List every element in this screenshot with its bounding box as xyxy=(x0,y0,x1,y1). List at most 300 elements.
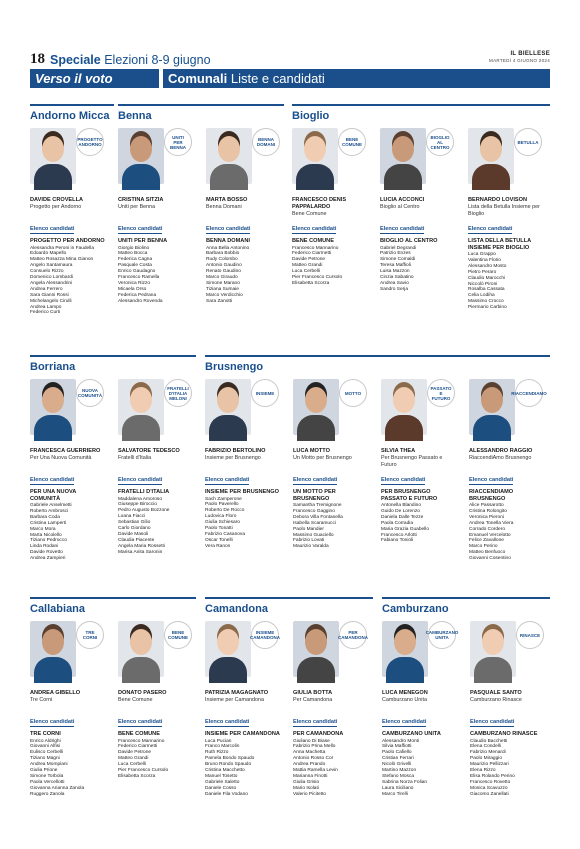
list-member: Edoardo Mapello xyxy=(30,251,67,257)
candidate-party: Lista della Betulla Insieme per Bioglio xyxy=(468,204,540,217)
list-member: Matteo Grandi xyxy=(292,263,323,269)
list-member: Gabriele Saletto xyxy=(205,779,240,785)
candidate-list xyxy=(30,238,106,316)
list-member: Maurizio Varalda xyxy=(293,544,329,550)
party-logo-icon: RINASCE xyxy=(516,621,544,649)
masthead xyxy=(489,51,550,63)
list-member: Cristina Rolongito xyxy=(469,508,507,514)
list-member: Ruggero Zanola xyxy=(30,791,65,797)
candidate-list xyxy=(30,489,106,562)
list-member: Marco Mora xyxy=(30,526,56,532)
list-member: Francesco Mannarino xyxy=(118,738,165,744)
list-member: Anna Machetta xyxy=(293,750,326,756)
list-member: Andrea Prando xyxy=(293,762,326,768)
candidate-card xyxy=(293,379,369,462)
elenco-candidati-label: Elenco candidati xyxy=(382,719,427,725)
list-member: Pier Francesco Cursolo xyxy=(292,275,343,281)
candidate-name: LUCA MENEGON xyxy=(382,690,428,696)
list-name: PER BRUSNENGO PASSATO E FUTURO xyxy=(381,489,438,502)
list-name: BENNA DOMANI xyxy=(206,238,250,244)
list-member: Linda Rodani xyxy=(30,544,59,550)
party-logo-icon: PASSATO E FUTURO xyxy=(427,379,455,407)
candidate-card xyxy=(469,379,545,462)
list-name: CAMBURZANO UNITA xyxy=(382,731,441,737)
elenco-candidati-label: Elenco candidati xyxy=(118,477,163,483)
candidate-party: Camburzano Unita xyxy=(382,697,427,703)
list-member: Alessandro Monti xyxy=(382,738,420,744)
list-member: Patrizio Enzes xyxy=(380,251,411,257)
party-logo-icon: TRE CORNI xyxy=(76,621,104,649)
list-member: Davide Rovetto xyxy=(30,550,63,556)
list-member: Cristian Ferrari xyxy=(382,756,414,762)
candidate-name: PATRIZIA MAGAGNATO xyxy=(205,690,269,696)
elenco-candidati-label: Elenco candidati xyxy=(292,226,337,232)
list-member: Valerio Picitetto xyxy=(293,791,326,797)
list-member: Debora Villa Fontanella xyxy=(293,514,343,520)
list-member: Giuseppe Biroccio xyxy=(118,502,157,508)
section-bioglio xyxy=(292,104,550,311)
candidate-card xyxy=(30,128,106,211)
list-member: Emanuel Vercelotto xyxy=(469,532,511,538)
party-logo-icon: PER CAMANDONA xyxy=(339,621,367,649)
section-camburzano xyxy=(382,597,550,797)
list-member: Sara Gianni Rossi xyxy=(30,292,69,298)
page-number: 18 xyxy=(30,51,45,67)
list-member: Teresa Maffioli xyxy=(380,263,411,269)
candidate-card xyxy=(30,379,106,462)
section-rule xyxy=(30,597,196,599)
list-member: Francesco Ramella xyxy=(118,275,160,281)
list-member: Giovanni Alfisi xyxy=(30,744,61,750)
candidate-card xyxy=(382,621,458,704)
candidate-photo xyxy=(293,621,339,677)
list-member: Maurizio Pellizzari xyxy=(470,762,509,768)
list-member: Enrico Gaudagno xyxy=(118,269,156,275)
candidate-name: BERNARDO LOVISON xyxy=(468,197,528,203)
candidate-name: SILVIA THEA xyxy=(381,448,416,454)
candidate-name: CRISTINA SITZIA xyxy=(118,197,164,203)
list-name: CAMBURZANO RINASCE xyxy=(470,731,538,737)
list-member: Guido De Lorenzo xyxy=(381,508,420,514)
list-member: Barbara Bobbio xyxy=(206,251,240,257)
list-member: Laura Siciliano xyxy=(382,785,414,791)
list-member: Davide Masoli xyxy=(118,531,149,537)
list-member: Sach Zamperone xyxy=(205,496,242,502)
candidate-card xyxy=(468,128,544,218)
candidate-photo xyxy=(30,379,76,435)
candidate-party: Bioglio al Centro xyxy=(380,204,420,210)
candidate-name: FRANCESCA GUERRIERO xyxy=(30,448,101,454)
list-member: Alessandra Peroni in Faudella xyxy=(30,245,94,251)
candidate-name: GIULIA BOTTA xyxy=(293,690,333,696)
candidate-party: Insieme per Brusnengo xyxy=(205,455,261,461)
candidate-list xyxy=(381,489,457,544)
list-member: Vera Ranon xyxy=(205,543,231,549)
party-logo-icon: FRATELLI D'ITALIA MELONI xyxy=(164,379,192,407)
list-member: Giulia Prione xyxy=(30,768,58,774)
section-callabiana xyxy=(30,597,196,797)
list-member: Antonio Rosso Cor xyxy=(293,756,334,762)
candidate-party: Bene Comune xyxy=(118,697,153,703)
list-member: Tiziana Sumaie xyxy=(206,286,239,292)
list-member: Federica Cagna xyxy=(118,257,153,263)
candidate-list xyxy=(292,238,368,287)
candidate-list xyxy=(382,731,458,798)
list-member: Luisa Mazzon xyxy=(380,269,410,275)
list-member: Andrea Lampo xyxy=(30,304,62,310)
list-member: Franco Marcolin xyxy=(205,744,240,750)
list-member: Stefano Mosca xyxy=(382,773,414,779)
candidate-list xyxy=(206,238,282,305)
candidate-photo xyxy=(380,128,426,184)
list-member: Matteo Benfuoco xyxy=(469,550,506,556)
list-member: Francesco Rovetto xyxy=(470,779,511,785)
candidate-card xyxy=(206,128,282,211)
elenco-candidati-label: Elenco candidati xyxy=(380,226,425,232)
candidate-name: ALESSANDRO RAGGIO xyxy=(469,448,533,454)
party-logo-icon: BENE COMUNE xyxy=(164,621,192,649)
town-title: Benna xyxy=(118,110,152,122)
list-member: Veronica Pieroni xyxy=(469,514,504,520)
list-member: Michelangelo Cirulli xyxy=(30,298,72,304)
elenco-candidati-label: Elenco candidati xyxy=(381,477,426,483)
party-logo-icon: NUOVA COMUNITÀ xyxy=(76,379,104,407)
list-member: Piermario Carbino xyxy=(468,305,507,311)
list-name: INSIEME PER BRUSNENGO xyxy=(205,489,279,495)
list-member: Matteo Rosazza Mina Gianon xyxy=(30,257,94,263)
list-member: Gabriel Degrandi xyxy=(380,245,417,251)
elenco-candidati-label: Elenco candidati xyxy=(30,719,75,725)
list-member: Valentina Florio xyxy=(468,257,501,263)
list-member: Luca Cerbelli xyxy=(292,269,320,275)
candidate-name: FRANCESCO DENIS PAPPALARDO xyxy=(292,197,347,210)
list-member: Giorgio Biolino xyxy=(118,245,150,251)
elenco-candidati-label: Elenco candidati xyxy=(118,226,163,232)
candidate-name: LUCA MOTTO xyxy=(293,448,330,454)
section-rule xyxy=(30,355,196,357)
list-member: Oscar Tonelli xyxy=(205,537,233,543)
list-member: Andrea Mompiani xyxy=(30,762,68,768)
list-member: Marco Tirelli xyxy=(382,791,408,797)
candidate-card xyxy=(381,379,457,469)
section-rule xyxy=(205,355,550,357)
list-member: Paolo Miraggio xyxy=(470,756,502,762)
list-member: Gabriele Anselmetti xyxy=(30,503,72,508)
section-borriana xyxy=(30,355,196,562)
list-member: Fabrizio Lovati xyxy=(293,538,325,544)
list-member: Elena Condelli xyxy=(470,744,501,750)
list-member: Claudia Piacente xyxy=(118,537,155,543)
town-title: Andorno Micca xyxy=(30,110,110,122)
candidate-party: Per Brusnengo Passato e Futuro xyxy=(381,455,443,468)
candidate-party: Insieme per Camandona xyxy=(205,697,265,703)
elenco-candidati-label: Elenco candidati xyxy=(205,719,250,725)
list-member: Celia Lodiha xyxy=(468,293,495,299)
candidate-card xyxy=(293,621,369,704)
list-member: Andrea Ferrero xyxy=(30,286,63,292)
list-member: Angelo Santamaura xyxy=(30,263,73,269)
candidate-card xyxy=(470,621,546,704)
candidate-photo xyxy=(205,379,251,435)
list-member: Marco Verdicchio xyxy=(206,292,243,298)
list-member: Pamela Bondo Spaudo xyxy=(205,756,255,762)
list-member: Paola Vercellotti xyxy=(30,779,65,785)
page-header xyxy=(30,50,550,68)
elenco-candidati-label: Elenco candidati xyxy=(205,477,250,483)
section-benna xyxy=(118,104,284,304)
candidate-photo xyxy=(292,128,338,184)
candidate-card xyxy=(30,621,106,704)
candidate-name: MARTA BOSSO xyxy=(206,197,248,203)
candidate-card xyxy=(118,128,194,211)
list-member: Consuelo Rizzo xyxy=(30,269,64,275)
list-member: Rosalba Cassata xyxy=(468,287,505,293)
list-member: Claudio Marocchi xyxy=(468,275,506,281)
candidate-photo xyxy=(382,621,428,677)
section-camandona xyxy=(205,597,373,797)
list-name: FRATELLI D'ITALIA xyxy=(118,489,170,495)
list-member: Mattia Ramella Levin xyxy=(293,768,338,774)
list-name: RIACCENDIAMO BRUSNENGO xyxy=(469,489,514,502)
candidate-name: FABRIZIO BERTOLINO xyxy=(205,448,266,454)
town-title: Brusnengo xyxy=(205,361,264,373)
list-member: Alessandro Rovenda xyxy=(118,298,163,304)
list-member: Pasquale Costa xyxy=(118,263,152,269)
candidate-party: Per Una Nuova Comunità xyxy=(30,455,92,461)
list-member: Domenico Lombardi xyxy=(30,275,73,281)
party-logo-icon: INSIEME CAMANDONA xyxy=(251,621,279,649)
candidate-list xyxy=(118,731,194,780)
candidate-card xyxy=(380,128,456,211)
list-member: Roberto De Rocco xyxy=(205,508,245,514)
list-member: Francesco Gaggino xyxy=(293,508,335,514)
candidate-list xyxy=(468,238,544,311)
candidate-photo xyxy=(293,379,339,435)
list-member: Samantha Tremignone xyxy=(293,503,342,508)
list-name: BIOGLIO AL CENTRO xyxy=(380,238,438,244)
list-member: Massimo Crocco xyxy=(468,299,504,305)
party-logo-icon: UNITI PER BENNA xyxy=(164,128,192,156)
candidate-party: RiaccendiAmo Brusnengo xyxy=(469,455,532,461)
candidate-photo xyxy=(468,128,514,184)
candidate-list xyxy=(293,489,369,550)
list-member: Bruno Rondo Spaudo xyxy=(205,762,252,768)
candidate-list xyxy=(30,731,106,798)
list-member: Federico Ciarmetti xyxy=(118,744,158,750)
list-name: PROGETTO PER ANDORNO xyxy=(30,238,105,244)
section-heading: Speciale Elezioni 8-9 giugno xyxy=(50,53,211,67)
list-member: Elisabetta Scorza xyxy=(292,280,330,286)
town-title: Callabiana xyxy=(30,603,86,615)
list-member: Pedro Augusto Bozzone xyxy=(118,508,170,514)
party-logo-icon: BIOGLIO AL CENTRO xyxy=(426,128,454,156)
town-title: Borriana xyxy=(30,361,76,373)
candidate-party: Fratelli d'Italia xyxy=(118,455,152,461)
candidate-photo xyxy=(206,128,252,184)
list-member: Isabella Scaramucci xyxy=(293,520,336,526)
list-member: Marco Giraudo xyxy=(206,275,238,281)
list-member: Davide Petrone xyxy=(118,750,152,756)
candidate-photo xyxy=(118,379,164,435)
candidate-name: ANDREA GIBELLO xyxy=(30,690,81,696)
newspaper-name: IL BIELLESE xyxy=(510,51,550,57)
list-name: UN MOTTO PER BRUSNENGO xyxy=(293,489,336,502)
candidate-party: Bene Comune xyxy=(292,211,327,217)
list-member: Andrea Zampieri xyxy=(30,556,66,562)
list-member: Mario Isolati xyxy=(293,785,319,791)
list-member: Angela Maria Rossetti xyxy=(118,543,165,549)
section-rule xyxy=(292,104,550,106)
list-member: Angela Alessandrini xyxy=(30,280,73,286)
section-andorno-micca xyxy=(30,104,114,316)
list-member: Barbara Coda xyxy=(30,514,60,520)
candidate-party: Tre Corni xyxy=(30,697,53,703)
list-member: Francesco Arlotti xyxy=(381,532,417,538)
party-logo-icon: BENNA DOMANI xyxy=(252,128,280,156)
candidate-photo xyxy=(470,621,516,677)
list-member: Massimo Guaciello xyxy=(293,532,334,538)
list-name: PER UNA NUOVA COMUNITÀ xyxy=(30,489,77,502)
candidate-party: Camburzano Rinasce xyxy=(470,697,522,703)
candidate-photo xyxy=(118,621,164,677)
list-member: Simone Comaldi xyxy=(380,257,416,263)
section-rule xyxy=(118,104,284,106)
candidate-list xyxy=(205,731,281,798)
candidate-list xyxy=(470,731,546,798)
list-member: Sabrina Norza Folian xyxy=(382,779,428,785)
candidate-photo xyxy=(381,379,427,435)
party-logo-icon: PROGETTO ANDORNO xyxy=(76,128,104,156)
list-member: Giacomo Zanellati xyxy=(470,791,509,797)
list-member: Elisa Rolando Perino xyxy=(470,773,515,779)
list-member: Eulisco Cerbelli xyxy=(30,750,64,756)
candidate-party: Uniti per Benna xyxy=(118,204,156,210)
list-member: Fabrizio Prina Mello xyxy=(293,744,336,750)
candidate-name: PASQUALE SANTO xyxy=(470,690,522,696)
list-member: Federica Pedrana xyxy=(118,292,157,298)
list-member: Paolo Mandier xyxy=(293,526,324,532)
list-member: Marta Nicolello xyxy=(30,532,62,538)
section-rule xyxy=(30,104,114,106)
list-name: BENE COMUNE xyxy=(292,238,334,244)
list-member: Giovanna Arianna Zanola xyxy=(30,785,85,791)
candidate-photo xyxy=(118,128,164,184)
list-member: Simone Torbola xyxy=(30,773,64,779)
list-member: Martino Mazzon xyxy=(382,768,417,774)
list-member: Ludovica Floro xyxy=(205,514,237,520)
candidate-name: LUCIA ACCONCI xyxy=(380,197,425,203)
candidate-card xyxy=(118,379,194,462)
party-logo-icon: CAMBURZANO UNITA xyxy=(428,621,456,649)
list-name: UNITI PER BENNA xyxy=(118,238,168,244)
list-member: Fabrizio Casanova xyxy=(205,531,245,537)
town-title: Camburzano xyxy=(382,603,449,615)
list-member: Veronica Rizzo xyxy=(118,280,150,286)
candidate-party: Un Motto per Brusnengo xyxy=(293,455,352,461)
list-member: Niccolò Pironi xyxy=(468,281,498,287)
candidate-party: Benna Domani xyxy=(206,204,242,210)
list-member: Nicolò Grivelli xyxy=(382,762,412,768)
party-logo-icon: BETULLA xyxy=(514,128,542,156)
candidate-photo xyxy=(30,621,76,677)
list-member: Davide Petrone xyxy=(292,257,326,263)
list-name: PER CAMANDONA xyxy=(293,731,344,737)
candidate-list xyxy=(380,238,456,293)
list-name: TRE CORNI xyxy=(30,731,61,737)
candidate-photo xyxy=(30,128,76,184)
list-member: Francesco Mannarino xyxy=(292,245,339,251)
town-title: Camandona xyxy=(205,603,268,615)
elenco-candidati-label: Elenco candidati xyxy=(470,719,515,725)
list-member: Daniele Cosso xyxy=(205,785,237,791)
candidate-list xyxy=(118,489,194,556)
list-member: Marisa Anita Saronin xyxy=(118,549,163,555)
list-member: Marco Perino xyxy=(469,544,498,550)
elenco-candidati-label: Elenco candidati xyxy=(468,226,513,232)
elenco-candidati-label: Elenco candidati xyxy=(293,477,338,483)
list-member: Rudy Colombo xyxy=(206,257,238,263)
elenco-candidati-label: Elenco candidati xyxy=(30,226,75,232)
list-member: Paola Corradia xyxy=(381,520,413,526)
list-member: Monica Scavuzzo xyxy=(470,785,508,791)
list-member: Antonella Blandino xyxy=(381,503,422,508)
list-member: Matteo Grandi xyxy=(118,756,149,762)
elenco-candidati-label: Elenco candidati xyxy=(206,226,251,232)
candidate-list xyxy=(293,731,369,798)
list-member: Maddalena Amoroso xyxy=(118,496,162,502)
title-bars xyxy=(30,69,550,88)
list-member: Cristina Macchetto xyxy=(205,768,245,774)
elenco-candidati-label: Elenco candidati xyxy=(30,477,75,483)
list-member: Cristina Lamperti xyxy=(30,520,67,526)
candidate-list xyxy=(469,489,545,562)
list-member: Fabiano Tonioli xyxy=(381,538,414,544)
candidate-party: Progetto per Andorno xyxy=(30,204,82,210)
list-member: Carlo Giordano xyxy=(118,526,151,532)
list-name: LISTA DELLA BETULLA INSIEME PER BIOGLIO xyxy=(468,238,531,251)
list-member: Paolo Paverello xyxy=(205,502,239,508)
list-member: Alessandro Mosto xyxy=(468,263,507,269)
party-logo-icon: BENE COMUNE xyxy=(338,128,366,156)
candidate-card xyxy=(205,621,281,704)
list-member: Loana Fiacci xyxy=(118,514,146,520)
list-member: Pier Francesco Cursolo xyxy=(118,768,169,774)
candidate-photo xyxy=(469,379,515,435)
list-member: Ruth Rizzo xyxy=(205,750,229,756)
list-member: Sara Zanotti xyxy=(206,298,233,304)
list-member: Matteo Bocca xyxy=(118,251,148,257)
list-member: Marianna Finotti xyxy=(293,773,328,779)
list-member: Sandro Serja xyxy=(380,286,408,292)
elenco-candidati-label: Elenco candidati xyxy=(118,719,163,725)
list-member: Giovanni Cosentino xyxy=(469,556,511,562)
list-member: Federico Ciarmetti xyxy=(292,251,332,257)
candidate-list xyxy=(205,489,281,550)
issue-date: MARTEDÌ 4 GIUGNO 2024 xyxy=(489,58,550,63)
candidate-name: DAVIDE CROVELLA xyxy=(30,197,84,203)
list-member: Micaela Orso xyxy=(118,286,147,292)
list-name: BENE COMUNE xyxy=(118,731,160,737)
list-member: Paolo Tonatti xyxy=(205,526,233,532)
list-member: Elena Rizzo xyxy=(470,768,496,774)
list-member: Giulia Grisio xyxy=(293,779,320,785)
candidate-name: SALVATORE TEDESCO xyxy=(118,448,180,454)
list-member: Antonio Gaudino xyxy=(206,263,242,269)
list-member: Claudio Bacchetti xyxy=(470,738,508,744)
elenco-candidati-label: Elenco candidati xyxy=(469,477,514,483)
list-member: Fabrizio Menardi xyxy=(470,750,506,756)
list-member: Felice Zavallone xyxy=(469,538,504,544)
